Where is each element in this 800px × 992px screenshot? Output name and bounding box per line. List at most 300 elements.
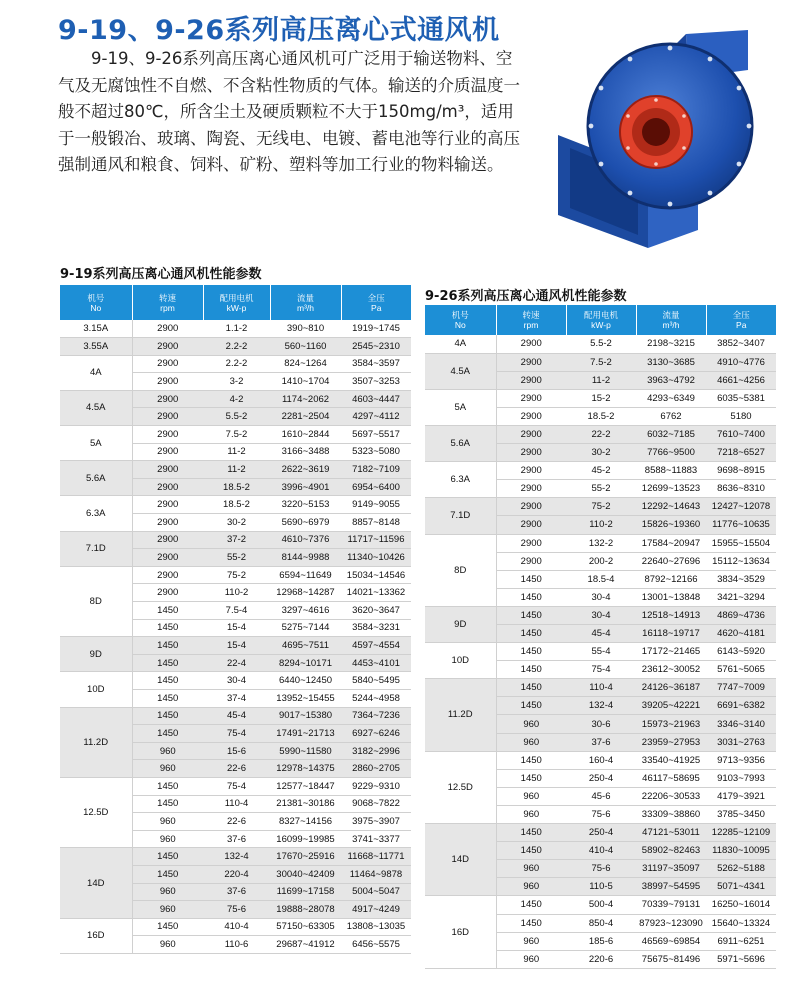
model-cell: 3.55A: [60, 338, 132, 356]
speed-cell: 1450: [132, 848, 203, 866]
motor-cell: 7.5-2: [203, 426, 270, 444]
speed-cell: 960: [132, 742, 203, 760]
speed-cell: 2900: [496, 480, 566, 498]
flow-cell: 8792~12166: [636, 570, 706, 588]
table-row: [425, 462, 776, 480]
speed-cell: 1450: [496, 769, 566, 787]
flow-cell: 5275~7144: [270, 619, 341, 637]
pressure-cell: 3834~3529: [706, 570, 776, 588]
motor-cell: 45-4: [203, 707, 270, 725]
pressure-cell: 3031~2763: [706, 733, 776, 751]
flow-cell: 75675~81496: [636, 950, 706, 968]
motor-cell: 850-4: [566, 914, 636, 932]
pressure-cell: 11668~11771: [341, 848, 411, 866]
pressure-cell: 11464~9878: [341, 865, 411, 883]
motor-cell: 75-4: [203, 777, 270, 795]
speed-cell: 2900: [132, 373, 203, 391]
motor-cell: 250-4: [566, 824, 636, 842]
table-row: [60, 496, 411, 514]
motor-cell: 30-4: [566, 588, 636, 606]
motor-cell: 2.2-2: [203, 355, 270, 373]
flow-cell: 12518~14913: [636, 606, 706, 624]
table-row: [60, 848, 411, 866]
flow-cell: 3963~4792: [636, 371, 706, 389]
pressure-cell: 3346~3140: [706, 715, 776, 733]
motor-cell: 110-4: [203, 795, 270, 813]
pressure-cell: 3620~3647: [341, 602, 411, 620]
pressure-cell: 5840~5495: [341, 672, 411, 690]
table-9-26: [425, 305, 776, 969]
flow-cell: 8327~14156: [270, 813, 341, 831]
speed-cell: 2900: [496, 552, 566, 570]
pressure-cell: 9068~7822: [341, 795, 411, 813]
flow-cell: 4293~6349: [636, 389, 706, 407]
flow-cell: 12968~14287: [270, 584, 341, 602]
motor-cell: 75-6: [566, 805, 636, 823]
model-cell: 10D: [425, 643, 496, 679]
flow-cell: 21381~30186: [270, 795, 341, 813]
table-row: [425, 498, 776, 516]
flow-cell: 38997~54595: [636, 878, 706, 896]
motor-cell: 15-6: [203, 742, 270, 760]
speed-cell: 2900: [132, 461, 203, 479]
flow-cell: 3220~5153: [270, 496, 341, 514]
table-row: [425, 353, 776, 371]
motor-cell: 15-2: [566, 389, 636, 407]
flow-cell: 70339~79131: [636, 896, 706, 914]
flow-cell: 58902~82463: [636, 842, 706, 860]
pressure-cell: 3584~3231: [341, 619, 411, 637]
flow-cell: 39205~42221: [636, 697, 706, 715]
table-row: [60, 566, 411, 584]
motor-cell: 1.1-2: [203, 320, 270, 338]
pressure-cell: 4620~4181: [706, 625, 776, 643]
flow-cell: 46569~69854: [636, 932, 706, 950]
motor-cell: 18.5-2: [203, 478, 270, 496]
header-model: 机号 No: [60, 285, 132, 320]
speed-cell: 960: [496, 805, 566, 823]
flow-cell: 22640~27696: [636, 552, 706, 570]
motor-cell: 132-4: [566, 697, 636, 715]
model-cell: 3.15A: [60, 320, 132, 338]
flow-cell: 13952~15455: [270, 689, 341, 707]
flow-cell: 57150~63305: [270, 918, 341, 936]
pressure-cell: 3507~3253: [341, 373, 411, 391]
model-cell: 5A: [60, 426, 132, 461]
speed-cell: 2900: [496, 389, 566, 407]
speed-cell: 1450: [496, 661, 566, 679]
speed-cell: 2900: [132, 549, 203, 567]
table-row: [425, 679, 776, 697]
motor-cell: 15-4: [203, 637, 270, 655]
flow-cell: 4610~7376: [270, 531, 341, 549]
speed-cell: 2900: [132, 408, 203, 426]
flow-cell: 33309~38860: [636, 805, 706, 823]
table-row: [60, 672, 411, 690]
pressure-cell: 4661~4256: [706, 371, 776, 389]
flow-cell: 3996~4901: [270, 478, 341, 496]
flow-cell: 6032~7185: [636, 425, 706, 443]
flow-cell: 1174~2062: [270, 390, 341, 408]
pressure-cell: 9229~9310: [341, 777, 411, 795]
motor-cell: 250-4: [566, 769, 636, 787]
motor-cell: 22-2: [566, 425, 636, 443]
pressure-cell: 5971~5696: [706, 950, 776, 968]
model-cell: 10D: [60, 672, 132, 707]
motor-cell: 22-4: [203, 654, 270, 672]
speed-cell: 1450: [132, 918, 203, 936]
flow-cell: 31197~35097: [636, 860, 706, 878]
flow-cell: 17670~25916: [270, 848, 341, 866]
motor-cell: 30-2: [566, 444, 636, 462]
speed-cell: 960: [132, 883, 203, 901]
speed-cell: 960: [496, 878, 566, 896]
flow-cell: 5690~6979: [270, 514, 341, 532]
speed-cell: 960: [496, 950, 566, 968]
motor-cell: 15-4: [203, 619, 270, 637]
flow-cell: 23959~27953: [636, 733, 706, 751]
speed-cell: 2900: [496, 498, 566, 516]
speed-cell: 1450: [132, 795, 203, 813]
flow-cell: 4695~7511: [270, 637, 341, 655]
flow-cell: 11699~17158: [270, 883, 341, 901]
speed-cell: 2900: [496, 371, 566, 389]
header-pressure: 全压 Pa: [706, 305, 776, 335]
motor-cell: 18.5-2: [203, 496, 270, 514]
speed-cell: 1450: [496, 643, 566, 661]
model-cell: 5.6A: [425, 425, 496, 461]
pressure-cell: 14021~13362: [341, 584, 411, 602]
speed-cell: 1450: [132, 637, 203, 655]
flow-cell: 9017~15380: [270, 707, 341, 725]
flow-cell: 2622~3619: [270, 461, 341, 479]
speed-cell: 960: [132, 936, 203, 954]
table-row: [425, 606, 776, 624]
pressure-cell: 6927~6246: [341, 725, 411, 743]
table-row: [60, 338, 411, 356]
pressure-cell: 15034~14546: [341, 566, 411, 584]
pressure-cell: 3584~3597: [341, 355, 411, 373]
pressure-cell: 9698~8915: [706, 462, 776, 480]
table-9-19: [60, 285, 411, 954]
flow-cell: 24126~36187: [636, 679, 706, 697]
pressure-cell: 3741~3377: [341, 830, 411, 848]
flow-cell: 390~810: [270, 320, 341, 338]
speed-cell: 2900: [496, 516, 566, 534]
motor-cell: 75-6: [203, 901, 270, 919]
flow-cell: 560~1160: [270, 338, 341, 356]
flow-cell: 1410~1704: [270, 373, 341, 391]
flow-cell: 22206~30533: [636, 787, 706, 805]
flow-cell: 6762: [636, 407, 706, 425]
speed-cell: 960: [132, 760, 203, 778]
motor-cell: 75-6: [566, 860, 636, 878]
pressure-cell: 9103~7993: [706, 769, 776, 787]
pressure-cell: 6143~5920: [706, 643, 776, 661]
motor-cell: 5.5-2: [203, 408, 270, 426]
speed-cell: 2900: [132, 443, 203, 461]
motor-cell: 5.5-2: [566, 335, 636, 353]
speed-cell: 1450: [496, 606, 566, 624]
motor-cell: 55-4: [566, 643, 636, 661]
flow-cell: 12292~14643: [636, 498, 706, 516]
pressure-cell: 5071~4341: [706, 878, 776, 896]
flow-cell: 8294~10171: [270, 654, 341, 672]
table-row: [60, 707, 411, 725]
flow-cell: 30040~42409: [270, 865, 341, 883]
pressure-cell: 11830~10095: [706, 842, 776, 860]
motor-cell: 18.5-2: [566, 407, 636, 425]
model-cell: 4.5A: [60, 390, 132, 425]
pressure-cell: 4297~4112: [341, 408, 411, 426]
model-cell: 8D: [425, 534, 496, 606]
model-cell: 14D: [60, 848, 132, 918]
motor-cell: 37-6: [203, 830, 270, 848]
pressure-cell: 5180: [706, 407, 776, 425]
motor-cell: 75-4: [203, 725, 270, 743]
model-cell: 11.2D: [60, 707, 132, 777]
speed-cell: 2900: [132, 584, 203, 602]
pressure-cell: 11340~10426: [341, 549, 411, 567]
pressure-cell: 7182~7109: [341, 461, 411, 479]
model-cell: 7.1D: [60, 531, 132, 566]
speed-cell: 2900: [132, 338, 203, 356]
motor-cell: 22-6: [203, 813, 270, 831]
model-cell: 4.5A: [425, 353, 496, 389]
pressure-cell: 15955~15504: [706, 534, 776, 552]
pressure-cell: 6456~5575: [341, 936, 411, 954]
model-cell: 6.3A: [425, 462, 496, 498]
speed-cell: 1450: [496, 896, 566, 914]
pressure-cell: 3975~3907: [341, 813, 411, 831]
flow-cell: 6594~11649: [270, 566, 341, 584]
motor-cell: 30-2: [203, 514, 270, 532]
motor-cell: 132-2: [566, 534, 636, 552]
motor-cell: 30-6: [566, 715, 636, 733]
motor-cell: 7.5-2: [566, 353, 636, 371]
motor-cell: 18.5-4: [566, 570, 636, 588]
pressure-cell: 3852~3407: [706, 335, 776, 353]
speed-cell: 2900: [132, 531, 203, 549]
speed-cell: 1450: [132, 725, 203, 743]
motor-cell: 110-4: [566, 679, 636, 697]
motor-cell: 75-2: [203, 566, 270, 584]
pressure-cell: 7747~7009: [706, 679, 776, 697]
flow-cell: 2281~2504: [270, 408, 341, 426]
pressure-cell: 4869~4736: [706, 606, 776, 624]
page-title: 9-19、9-26系列高压离心式通风机: [58, 15, 500, 46]
flow-cell: 12978~14375: [270, 760, 341, 778]
header-motor: 配用电机 kW-p: [566, 305, 636, 335]
flow-cell: 7766~9500: [636, 444, 706, 462]
speed-cell: 1450: [496, 625, 566, 643]
model-cell: 5.6A: [60, 461, 132, 496]
pressure-cell: 4910~4776: [706, 353, 776, 371]
table-row: [60, 390, 411, 408]
motor-cell: 11-2: [566, 371, 636, 389]
model-cell: 4A: [60, 355, 132, 390]
pressure-cell: 5323~5080: [341, 443, 411, 461]
table-row: [425, 335, 776, 353]
motor-cell: 4-2: [203, 390, 270, 408]
motor-cell: 55-2: [566, 480, 636, 498]
pressure-cell: 5244~4958: [341, 689, 411, 707]
model-cell: 16D: [60, 918, 132, 953]
table-row: [425, 824, 776, 842]
motor-cell: 55-2: [203, 549, 270, 567]
pressure-cell: 12285~12109: [706, 824, 776, 842]
motor-cell: 160-4: [566, 751, 636, 769]
pressure-cell: 3785~3450: [706, 805, 776, 823]
speed-cell: 960: [132, 830, 203, 848]
model-cell: 5A: [425, 389, 496, 425]
motor-cell: 110-2: [566, 516, 636, 534]
pressure-cell: 11776~10635: [706, 516, 776, 534]
motor-cell: 220-6: [566, 950, 636, 968]
table-9-26-title: 9-26系列高压离心通风机性能参数: [425, 289, 627, 304]
flow-cell: 46117~58695: [636, 769, 706, 787]
speed-cell: 1450: [496, 842, 566, 860]
motor-cell: 37-2: [203, 531, 270, 549]
motor-cell: 37-6: [566, 733, 636, 751]
speed-cell: 2900: [132, 426, 203, 444]
motor-cell: 75-2: [566, 498, 636, 516]
pressure-cell: 4603~4447: [341, 390, 411, 408]
motor-cell: 30-4: [203, 672, 270, 690]
pressure-cell: 3421~3294: [706, 588, 776, 606]
speed-cell: 1450: [132, 707, 203, 725]
speed-cell: 2900: [496, 425, 566, 443]
header-model: 机号 No: [425, 305, 496, 335]
pressure-cell: 9713~9356: [706, 751, 776, 769]
motor-cell: 500-4: [566, 896, 636, 914]
motor-cell: 11-2: [203, 443, 270, 461]
flow-cell: 17172~21465: [636, 643, 706, 661]
pressure-cell: 3182~2996: [341, 742, 411, 760]
table-row: [60, 918, 411, 936]
table-row: [60, 426, 411, 444]
table-row: [60, 637, 411, 655]
flow-cell: 12699~13523: [636, 480, 706, 498]
motor-cell: 2.2-2: [203, 338, 270, 356]
pressure-cell: 7364~7236: [341, 707, 411, 725]
flow-cell: 8588~11883: [636, 462, 706, 480]
pressure-cell: 8636~8310: [706, 480, 776, 498]
pressure-cell: 6911~6251: [706, 932, 776, 950]
pressure-cell: 2545~2310: [341, 338, 411, 356]
speed-cell: 960: [496, 715, 566, 733]
motor-cell: 110-5: [566, 878, 636, 896]
motor-cell: 45-4: [566, 625, 636, 643]
flow-cell: 12577~18447: [270, 777, 341, 795]
motor-cell: 11-2: [203, 461, 270, 479]
speed-cell: 960: [496, 932, 566, 950]
flow-cell: 23612~30052: [636, 661, 706, 679]
table-9-19-title: 9-19系列高压离心通风机性能参数: [60, 267, 262, 282]
table-row: [60, 531, 411, 549]
flow-cell: 2198~3215: [636, 335, 706, 353]
pressure-cell: 6954~6400: [341, 478, 411, 496]
flow-cell: 16099~19985: [270, 830, 341, 848]
speed-cell: 1450: [496, 824, 566, 842]
flow-cell: 17584~20947: [636, 534, 706, 552]
motor-cell: 22-6: [203, 760, 270, 778]
header-flow: 流量 m³/h: [270, 285, 341, 320]
speed-cell: 1450: [132, 654, 203, 672]
model-cell: 9D: [425, 606, 496, 642]
flow-cell: 33540~41925: [636, 751, 706, 769]
flow-cell: 8144~9988: [270, 549, 341, 567]
pressure-cell: 6035~5381: [706, 389, 776, 407]
table-row: [425, 425, 776, 443]
flow-cell: 29687~41912: [270, 936, 341, 954]
table-row: [425, 534, 776, 552]
speed-cell: 2900: [496, 462, 566, 480]
motor-cell: 45-6: [566, 787, 636, 805]
speed-cell: 2900: [496, 353, 566, 371]
pressure-cell: 4917~4249: [341, 901, 411, 919]
pressure-cell: 5697~5517: [341, 426, 411, 444]
motor-cell: 37-4: [203, 689, 270, 707]
speed-cell: 2900: [496, 407, 566, 425]
flow-cell: 19888~28078: [270, 901, 341, 919]
speed-cell: 1450: [496, 697, 566, 715]
table-header-row: [60, 285, 411, 320]
motor-cell: 220-4: [203, 865, 270, 883]
speed-cell: 960: [496, 787, 566, 805]
motor-cell: 45-2: [566, 462, 636, 480]
model-cell: 11.2D: [425, 679, 496, 751]
pressure-cell: 13808~13035: [341, 918, 411, 936]
table-row: [60, 355, 411, 373]
pressure-cell: 15640~13324: [706, 914, 776, 932]
flow-cell: 87923~123090: [636, 914, 706, 932]
speed-cell: 2900: [132, 390, 203, 408]
flow-cell: 824~1264: [270, 355, 341, 373]
model-cell: 16D: [425, 896, 496, 968]
model-cell: 9D: [60, 637, 132, 672]
table-header-row: [425, 305, 776, 335]
speed-cell: 1450: [132, 672, 203, 690]
motor-cell: 410-4: [203, 918, 270, 936]
speed-cell: 2900: [132, 355, 203, 373]
flow-cell: 15826~19360: [636, 516, 706, 534]
speed-cell: 2900: [132, 496, 203, 514]
pressure-cell: 5262~5188: [706, 860, 776, 878]
header-speed: 转速 rpm: [496, 305, 566, 335]
model-cell: 6.3A: [60, 496, 132, 531]
speed-cell: 1450: [496, 679, 566, 697]
motor-cell: 110-6: [203, 936, 270, 954]
pressure-cell: 9149~9055: [341, 496, 411, 514]
flow-cell: 47121~53011: [636, 824, 706, 842]
speed-cell: 1450: [496, 570, 566, 588]
speed-cell: 2900: [496, 534, 566, 552]
table-row: [60, 461, 411, 479]
pressure-cell: 4597~4554: [341, 637, 411, 655]
flow-cell: 16118~19717: [636, 625, 706, 643]
motor-cell: 30-4: [566, 606, 636, 624]
pressure-cell: 7218~6527: [706, 444, 776, 462]
table-row: [425, 896, 776, 914]
header-pressure: 全压 Pa: [341, 285, 411, 320]
pressure-cell: 1919~1745: [341, 320, 411, 338]
speed-cell: 1450: [496, 751, 566, 769]
speed-cell: 2900: [132, 514, 203, 532]
table-row: [425, 643, 776, 661]
motor-cell: 132-4: [203, 848, 270, 866]
model-cell: 14D: [425, 824, 496, 896]
